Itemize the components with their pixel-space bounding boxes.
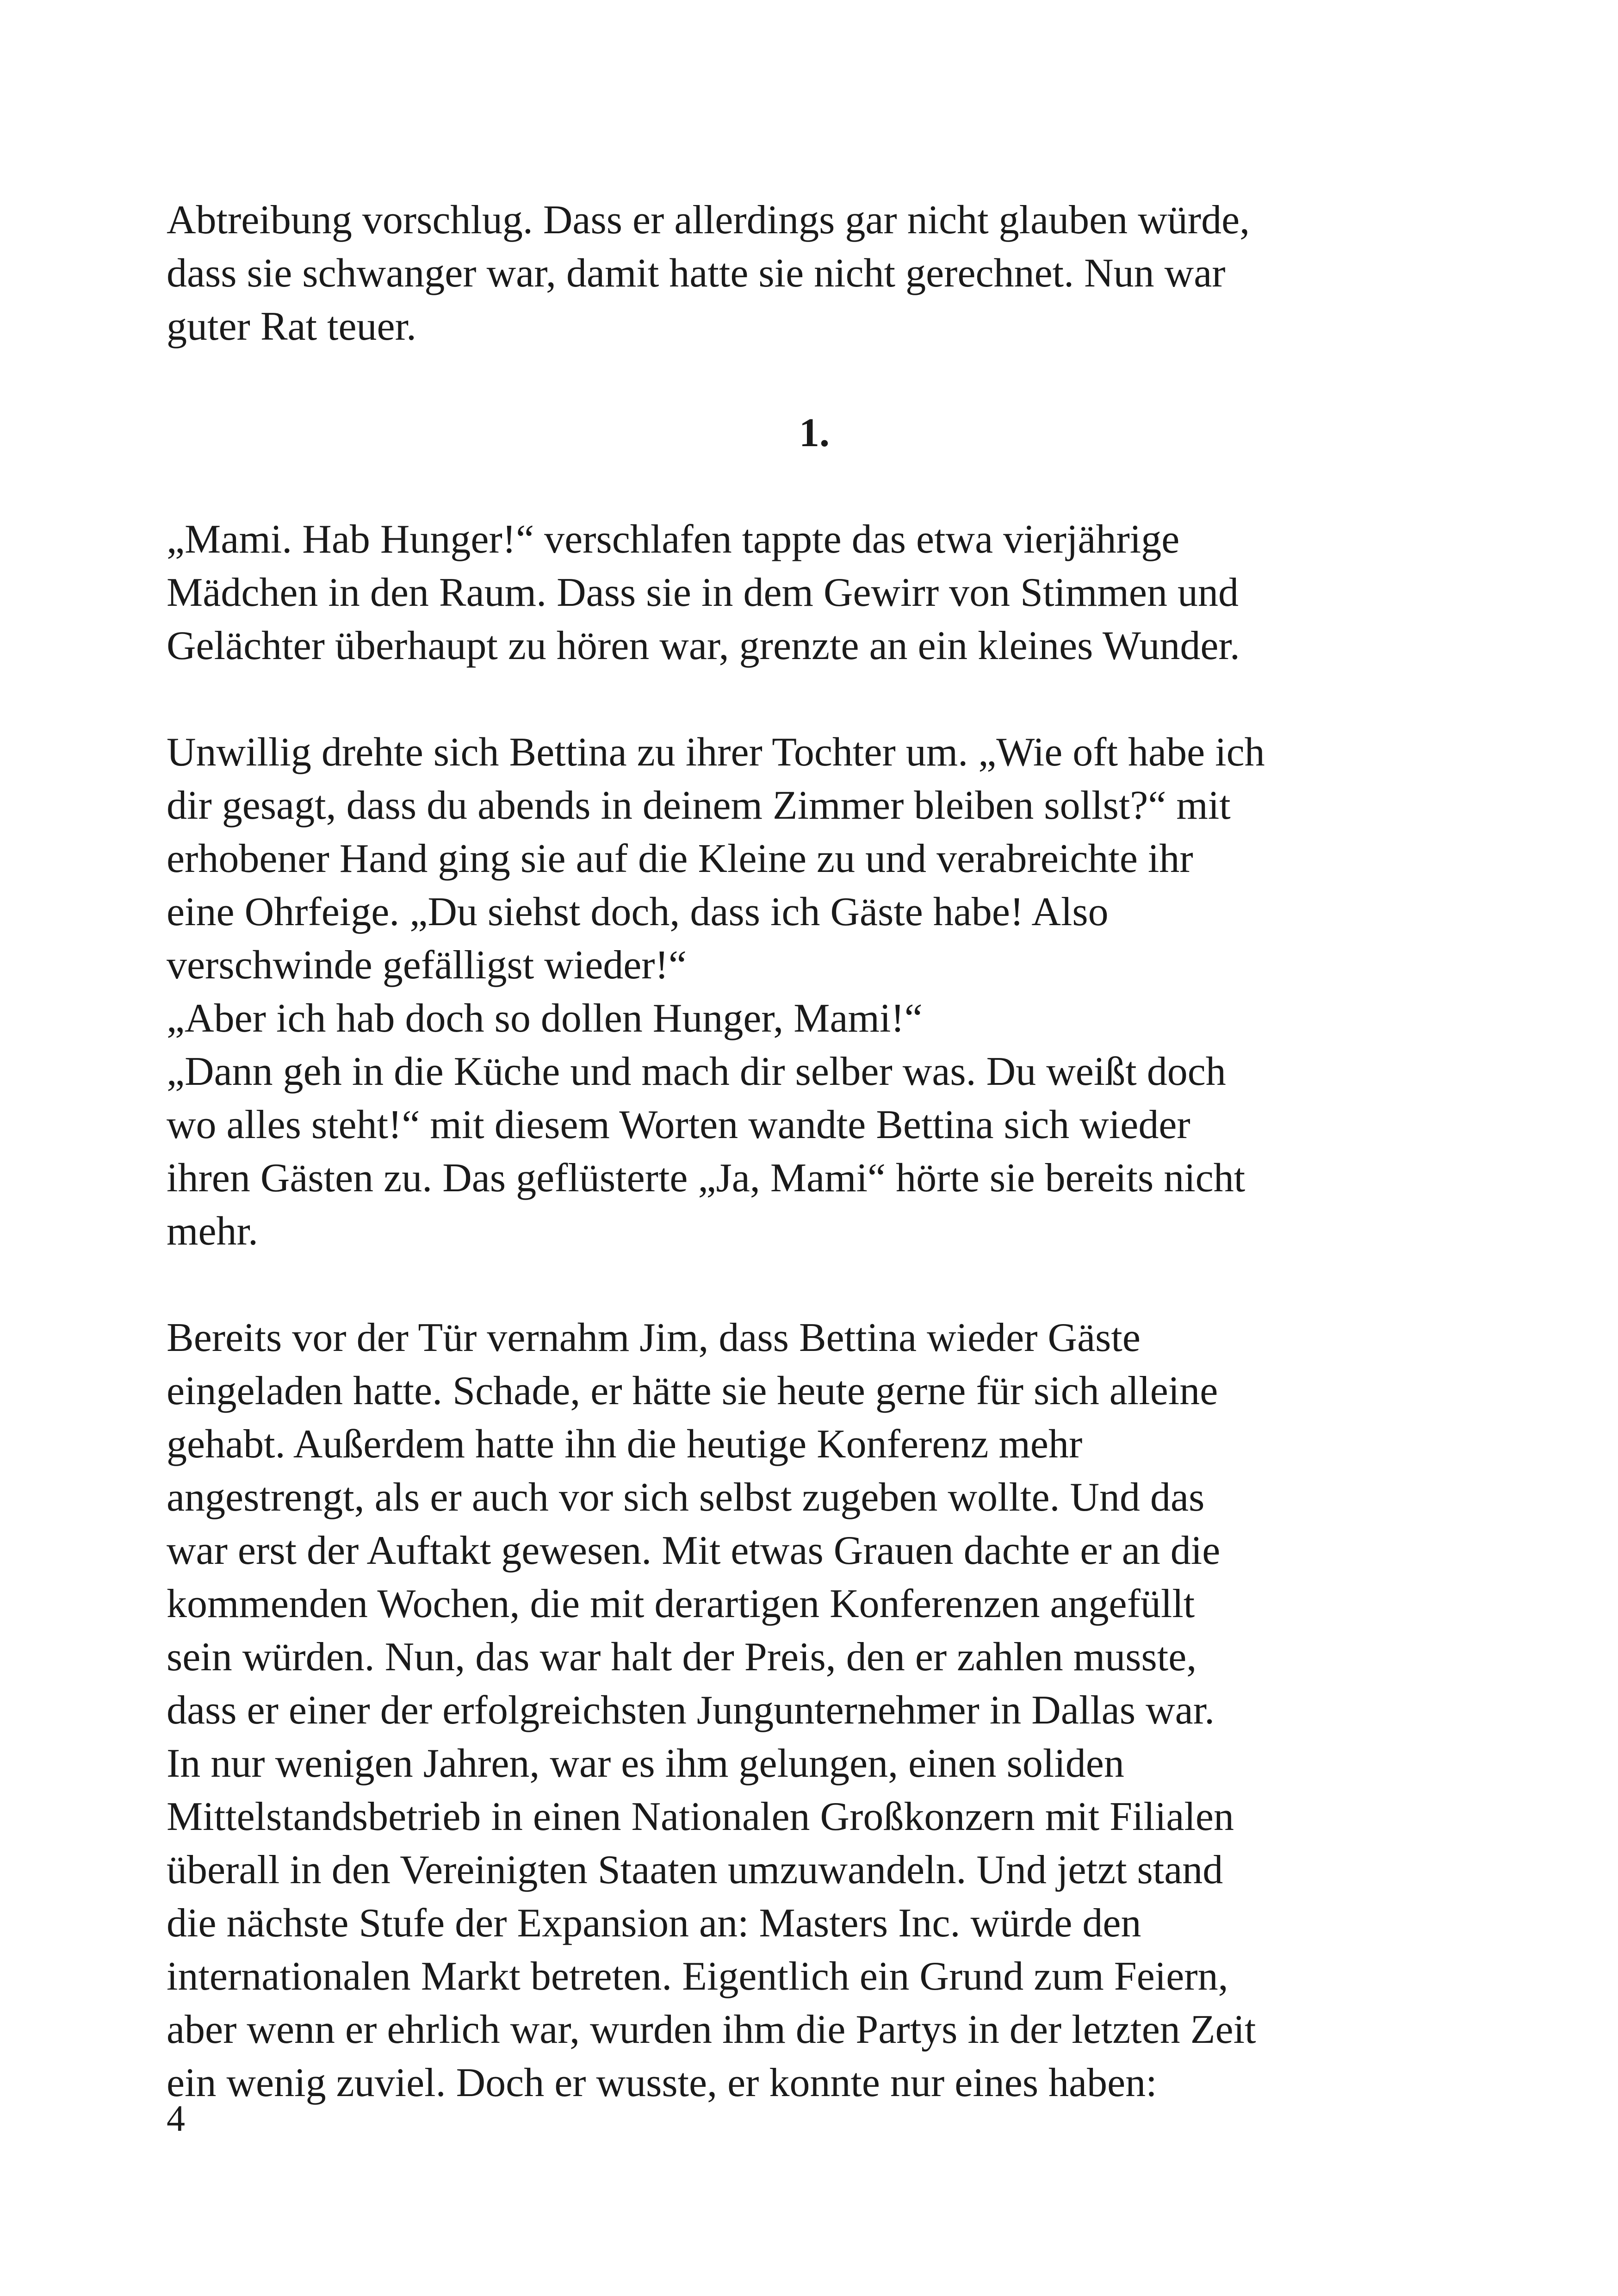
paragraph-gap (167, 672, 1462, 726)
paragraph-gap (167, 1258, 1462, 1311)
text-line: „Dann geh in die Küche und mach dir selber was. Du weißt doch (167, 1049, 1226, 1094)
text-line: ihren Gästen zu. Das geflüsterte „Ja, Mami“ hörte sie bereits nicht (167, 1156, 1246, 1201)
text-line: Bereits vor der Tür vernahm Jim, dass Bettina wieder Gäste (167, 1315, 1141, 1360)
text-line: Unwillig drehte sich Bettina zu ihrer Tochter um. „Wie oft habe ich (167, 730, 1265, 775)
chapter-paragraph-2 (167, 726, 1462, 1258)
text-line: sein würden. Nun, das war halt der Preis, den er zahlen musste, (167, 1635, 1197, 1680)
text-line: angestrengt, als er auch vor sich selbst zugeben wollte. Und das (167, 1475, 1205, 1520)
text-line: wo alles steht!“ mit diesem Worten wandte Bettina sich wieder (167, 1102, 1190, 1147)
text-line: dass sie schwanger war, damit hatte sie nicht gerechnet. Nun war (167, 251, 1226, 296)
paragraph-gap (167, 353, 1462, 406)
text-line: verschwinde gefälligst wieder!“ (167, 943, 687, 988)
text-line: Mittelstandsbetrieb in einen Nationalen Großkonzern mit Filialen (167, 1794, 1234, 1839)
text-line: eine Ohrfeige. „Du siehst doch, dass ich Gäste habe! Also (167, 890, 1109, 934)
text-line: war erst der Auftakt gewesen. Mit etwas Grauen dachte er an die (167, 1528, 1221, 1573)
paragraph-gap (167, 460, 1462, 513)
text-line: überall in den Vereinigten Staaten umzuwandeln. Und jetzt stand (167, 1848, 1223, 1892)
text-line: Mädchen in den Raum. Dass sie in dem Gewirr von Stimmen und (167, 570, 1239, 615)
page-body (167, 193, 1462, 2109)
text-line: eingeladen hatte. Schade, er hätte sie heute gerne für sich alleine (167, 1369, 1218, 1413)
text-line: Gelächter überhaupt zu hören war, grenzte an ein kleines Wunder. (167, 623, 1240, 668)
text-line: dir gesagt, dass du abends in deinem Zimmer bleiben sollst?“ mit (167, 783, 1231, 828)
page-number: 4 (167, 2098, 185, 2139)
text-line: kommenden Wochen, die mit derartigen Konferenzen angefüllt (167, 1581, 1195, 1626)
text-line: ein wenig zuviel. Doch er wusste, er konnte nur eines haben: (167, 2060, 1157, 2105)
text-line: guter Rat teuer. (167, 304, 417, 349)
text-line: dass er einer der erfolgreichsten Jungunternehmer in Dallas war. (167, 1688, 1215, 1733)
chapter-heading: 1. (799, 411, 830, 455)
text-line: In nur wenigen Jahren, war es ihm gelungen, einen soliden (167, 1741, 1124, 1786)
text-line: aber wenn er ehrlich war, wurden ihm die Partys in der letzten Zeit (167, 2007, 1256, 2052)
chapter-paragraph-3 (167, 1311, 1462, 2109)
text-line: „Aber ich hab doch so dollen Hunger, Mami!“ (167, 996, 923, 1041)
text-line: mehr. (167, 1209, 258, 1254)
text-line: „Mami. Hab Hunger!“ verschlafen tappte das etwa vierjährige (167, 517, 1180, 562)
text-line: Abtreibung vorschlug. Dass er allerdings gar nicht glauben würde, (167, 198, 1250, 243)
text-line: erhobener Hand ging sie auf die Kleine zu und verabreichte ihr (167, 836, 1193, 881)
text-line: internationalen Markt betreten. Eigentlich ein Grund zum Feiern, (167, 1954, 1228, 1999)
chapter-paragraph-1 (167, 513, 1462, 672)
intro-paragraph (167, 193, 1462, 353)
text-line: die nächste Stufe der Expansion an: Masters Inc. würde den (167, 1901, 1141, 1946)
text-line: gehabt. Außerdem hatte ihn die heutige Konferenz mehr (167, 1422, 1083, 1467)
